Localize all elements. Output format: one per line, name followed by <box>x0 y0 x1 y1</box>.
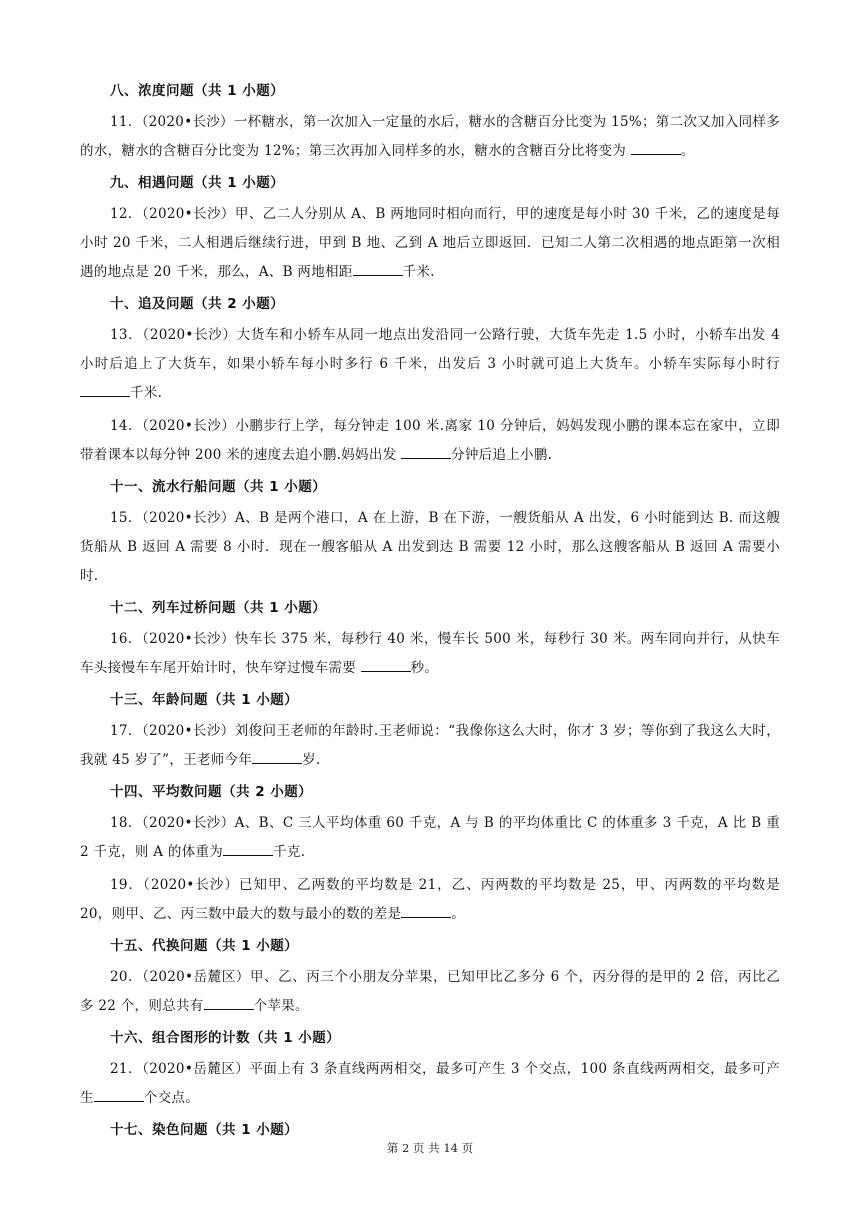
section-heading: 十二、列车过桥问题（共 1 小题） <box>110 600 327 616</box>
question-text: 18．（2020•长沙）A、B、C 三人平均体重 60 千克，A 与 B 的平均体重比 C 的体重多 3 千克，A 比 B 重 2 千克，则 A 的体重为 <box>80 815 780 860</box>
section-heading: 八、浓度问题（共 1 小题） <box>110 83 285 99</box>
question-text: 19．（2020•长沙）已知甲、乙两数的平均数是 21，乙、丙两数的平均数是 25，甲、丙两数的平均数是 20，则甲、乙、丙三数中最大的数与最小的数的差是 <box>80 877 780 922</box>
question-suffix: 个苹果。 <box>253 998 309 1014</box>
question-text: 11．（2020•长沙）一杯糖水，第一次加入一定量的水后，糖水的含糖百分比变为 15%；第二次又加入同样多的水，糖水的含糖百分比变为 12%；第三次再加入同样多的水，糖水的含糖百分比将变为 <box>80 114 780 159</box>
question-item <box>80 809 780 867</box>
answer-blank[interactable] <box>223 841 273 856</box>
question-suffix: 千克. <box>273 844 306 860</box>
answer-blank[interactable] <box>353 261 403 276</box>
document-body <box>80 78 780 1147</box>
answer-blank[interactable] <box>80 382 130 397</box>
question-text: 15．（2020•长沙）A、B 是两个港口，A 在上游，B 在下游，一艘货船从 A 出发，6 小时能到达 B. 而这艘货船从 B 返回 A 需要 8 小时．现在一艘客船从 A 出发到达 B 需要 12 小时，那么这艘客船从 B 返回 A 需要小时. <box>80 510 780 584</box>
section-heading: 九、相遇问题（共 1 小题） <box>110 175 285 191</box>
question-item <box>80 412 780 470</box>
question-text: 21．（2020•岳麓区）平面上有 3 条直线两两相交，最多可产生 3 个交点，100 条直线两两相交，最多可产生 <box>80 1061 780 1106</box>
question-text: 17．（2020•长沙）刘俊问王老师的年龄时.王老师说：“我像你这么大时，你才 3 岁；等你到了我这么大时，我就 45 岁了”，王老师今年 <box>80 723 780 768</box>
section-heading: 十、追及问题（共 2 小题） <box>110 296 285 312</box>
question-suffix: 分钟后追上小鹏. <box>451 447 553 463</box>
answer-blank[interactable] <box>401 903 451 918</box>
question-suffix: 岁. <box>302 752 321 768</box>
section-heading: 十四、平均数问题（共 2 小题） <box>110 784 313 800</box>
question-item <box>80 321 780 408</box>
answer-blank[interactable] <box>631 140 681 155</box>
question-item <box>80 625 780 683</box>
page-footer: 第 2 页 共 14 页 <box>386 1141 474 1155</box>
question-suffix: 千米. <box>130 385 163 401</box>
answer-blank[interactable] <box>94 1087 144 1102</box>
question-item <box>80 200 780 287</box>
question-item <box>80 1055 780 1113</box>
question-text: 14．（2020•长沙）小鹏步行上学，每分钟走 100 米.离家 10 分钟后，妈妈发现小鹏的课本忘在家中，立即带着课本以每分钟 200 米的速度去追小鹏.妈妈出发 <box>80 418 780 463</box>
question-suffix: 秒。 <box>410 660 439 676</box>
section-heading: 十六、组合图形的计数（共 1 小题） <box>110 1030 341 1046</box>
section-heading: 十七、染色问题（共 1 小题） <box>110 1122 299 1138</box>
answer-blank[interactable] <box>252 749 302 764</box>
answer-blank[interactable] <box>204 995 254 1010</box>
question-suffix: 千米. <box>402 264 435 280</box>
question-item <box>80 717 780 775</box>
section-heading: 十五、代换问题（共 1 小题） <box>110 938 299 954</box>
section-heading: 十一、流水行船问题（共 1 小题） <box>110 479 327 495</box>
question-text: 13．（2020•长沙）大货车和小轿车从同一地点出发沿同一公路行驶，大货车先走 1.5 小时，小轿车出发 4 小时后追上了大货车，如果小轿车每小时多行 6 千米，出发后 3 小时就可追上大货车。小轿车实际每小时行 <box>80 327 780 372</box>
question-suffix: 。 <box>680 143 695 159</box>
question-item <box>80 963 780 1021</box>
question-suffix: 个交点。 <box>143 1090 200 1106</box>
question-text: 20．（2020•岳麓区）甲、乙、丙三个小朋友分苹果，已知甲比乙多分 6 个，丙分得的是甲的 2 倍，丙比乙多 22 个，则总共有 <box>80 969 780 1014</box>
answer-blank[interactable] <box>361 657 411 672</box>
section-heading: 十三、年龄问题（共 1 小题） <box>110 692 299 708</box>
question-item <box>80 108 780 166</box>
question-text: 12．（2020•长沙）甲、乙二人分别从 A、B 两地同时相向而行，甲的速度是每小时 30 千米，乙的速度是每小时 20 千米，二人相遇后继续行进，甲到 B 地、乙到 A 地后立即返回．已知二人第二次相遇的地点距第一次相遇的地点是 20 千米，那么，A、B 两地相距 <box>80 206 780 280</box>
question-suffix: 。 <box>451 906 466 922</box>
answer-blank[interactable] <box>401 444 451 459</box>
question-item <box>80 504 780 591</box>
question-text: 16．（2020•长沙）快车长 375 米，每秒行 40 米，慢车长 500 米，每秒行 30 米。两车同向并行，从快车车头接慢车车尾开始计时，快车穿过慢车需要 <box>80 631 780 676</box>
question-item <box>80 871 780 929</box>
